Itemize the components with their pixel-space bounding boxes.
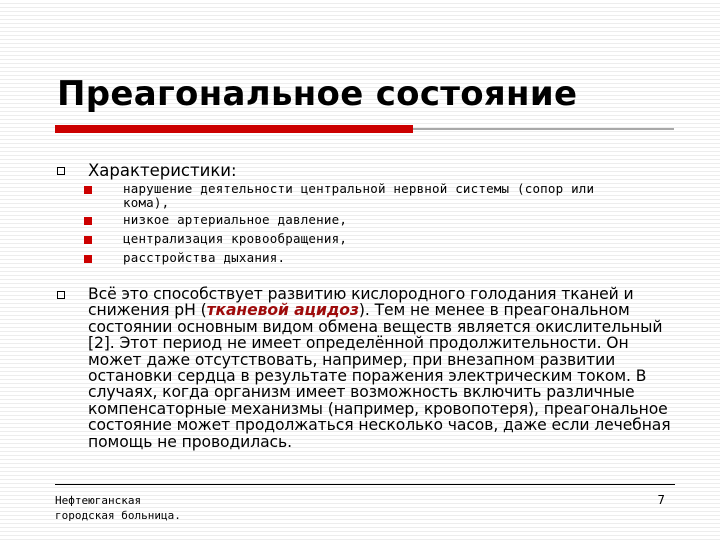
red-square-bullet-icon (84, 186, 92, 194)
paragraph-text-start: Всё это способствует развитию кислородного голодания тканей и снижения pH ( (88, 285, 634, 320)
list-item-text: централизация кровообращения, (123, 231, 348, 246)
page-number: 7 (657, 493, 665, 507)
title-underline-grey (413, 128, 674, 130)
footer-organization (55, 493, 275, 523)
footer-divider (55, 484, 675, 485)
red-square-bullet-icon (84, 236, 92, 244)
red-square-bullet-icon (84, 255, 92, 263)
paragraph-text-end: ). Тем не менее в преагональном состоянии основным видом обмена веществ является окислительный [2]. Этот период не имеет определённой продолжительности. Он может даже отсутствовать, например, при внезапном развитии остановки сердца в результате поражения электрическим током. В случаях, когда организм имеет возможность включить различные компенсаторные механизмы (например, кровопотеря), преагональное состояние может продолжаться несколько часов, даже если лечебная помощь не проводилась. (88, 301, 671, 451)
section-heading: Характеристики: (88, 161, 237, 180)
list-item-text: нарушение деятельности центральной нервной системы (сопор или кома), (123, 181, 595, 210)
emphasis-term: тканевой ацидоз (206, 301, 359, 320)
slide-title: Преагональное состояние (57, 74, 578, 114)
hollow-square-bullet-icon (57, 291, 65, 299)
footer-org-line1: Нефтеюганская (55, 494, 142, 507)
hollow-square-bullet-icon (57, 167, 65, 175)
red-square-bullet-icon (84, 217, 92, 225)
body-paragraph (88, 286, 678, 450)
footer-org-line2: городская больница. (55, 509, 181, 522)
list-item-text: низкое артериальное давление, (123, 212, 348, 227)
list-item-text: расстройства дыхания. (123, 250, 286, 265)
title-underline-red (55, 125, 413, 133)
